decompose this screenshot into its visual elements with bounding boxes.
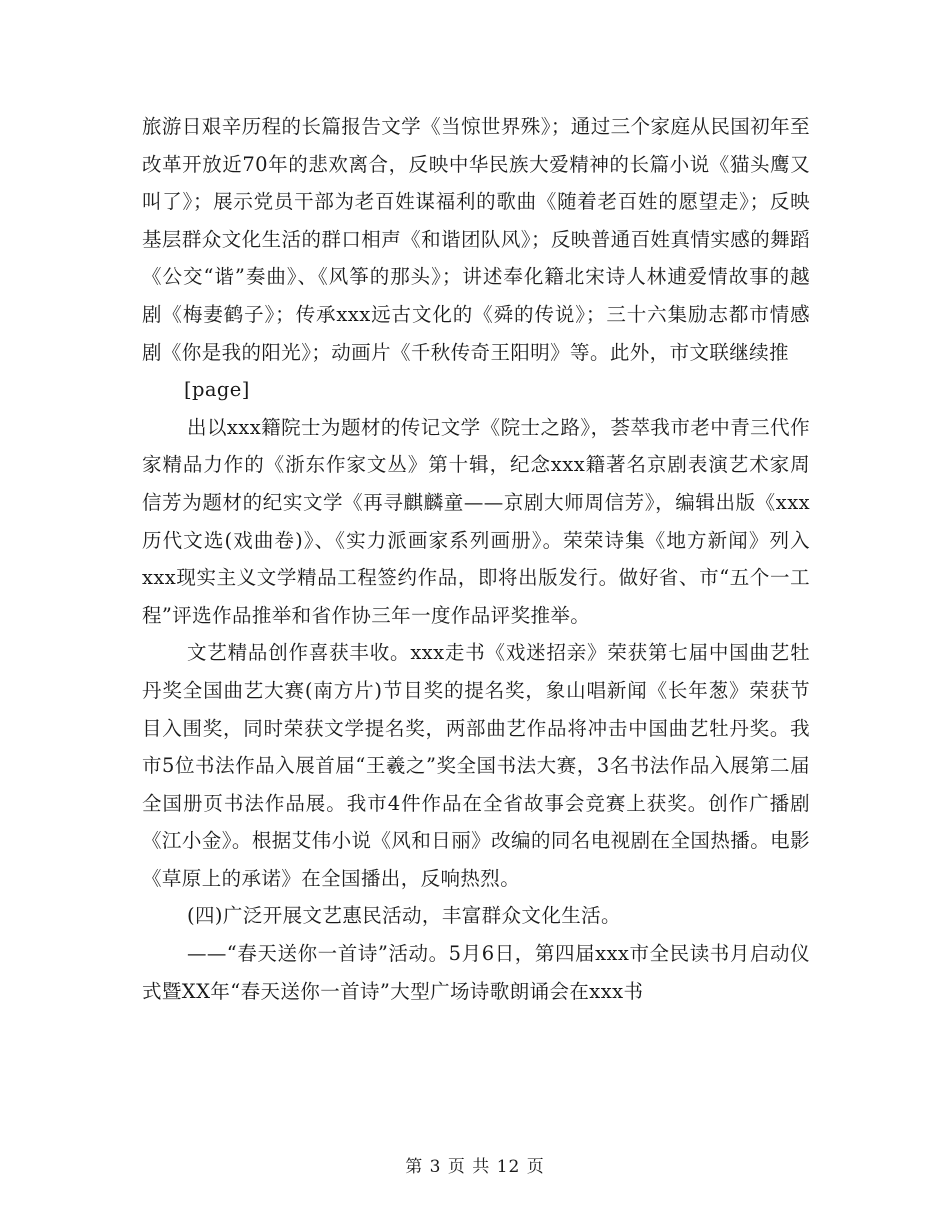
- page-break-marker: [page]: [184, 378, 250, 402]
- paragraph-publications: 出以xxx籍院士为题材的传记文学《院士之路》，荟萃我市老中青三代作家精品力作的《浙东作家文丛》第十辑，纪念xxx籍著名京剧表演艺术家周信芳为题材的纪实文学《再寻麒麟童——京剧大师周信芳》，编辑出版《xxx历代文选(戏曲卷)》、《实力派画家系列画册》。荣荣诗集《地方新闻》列入xxx现实主义文学精品工程签约作品，即将出版发行。做好省、市“五个一工程”评选作品推举和省作协三年一度作品评奖推举。: [142, 415, 810, 627]
- paragraph-awards: 文艺精品创作喜获丰收。xxx走书《戏迷招亲》荣获第七届中国曲艺牡丹奖全国曲艺大赛(南方片)节目奖的提名奖，象山唱新闻《长年葱》荣获节目入围奖，同时荣获文学提名奖，两部曲艺作品将冲击中国曲艺牡丹奖。我市5位书法作品入展首届“王羲之”奖全国书法大赛，3名书法作品入展第二届全国册页书法作品展。我市4件作品在全省故事会竞赛上获奖。创作广播剧《江小金》。根据艾伟小说《风和日丽》改编的同名电视剧在全国热播。电影《草原上的承诺》在全国播出，反响热烈。: [142, 641, 810, 890]
- page-footer: 第 3 页 共 12 页: [405, 1157, 545, 1177]
- section-heading-four: (四)广泛开展文艺惠民活动，丰富群众文化生活。: [187, 904, 621, 928]
- document-body: [142, 108, 810, 1010]
- paragraph-poetry-event: ——“春天送你一首诗”活动。5月6日，第四届xxx市全民读书月启动仪式暨XX年“春天送你一首诗”大型广场诗歌朗诵会在xxx书: [142, 942, 810, 1003]
- paragraph-continuation: 旅游日艰辛历程的长篇报告文学《当惊世界殊》；通过三个家庭从民国初年至改革开放近70年的悲欢离合，反映中华民族大爱精神的长篇小说《猫头鹰又叫了》；展示党员干部为老百姓谋福利的歌曲《随着老百姓的愿望走》；反映基层群众文化生活的群口相声《和谐团队风》；反映普通百姓真情实感的舞蹈《公交“谐”奏曲》、《风筝的那头》；讲述奉化籍北宋诗人林逋爱情故事的越剧《梅妻鹤子》；传承xxx远古文化的《舜的传说》；三十六集励志都市情感剧《你是我的阳光》；动画片《千秋传奇王阳明》等。此外，市文联继续推: [142, 115, 810, 364]
